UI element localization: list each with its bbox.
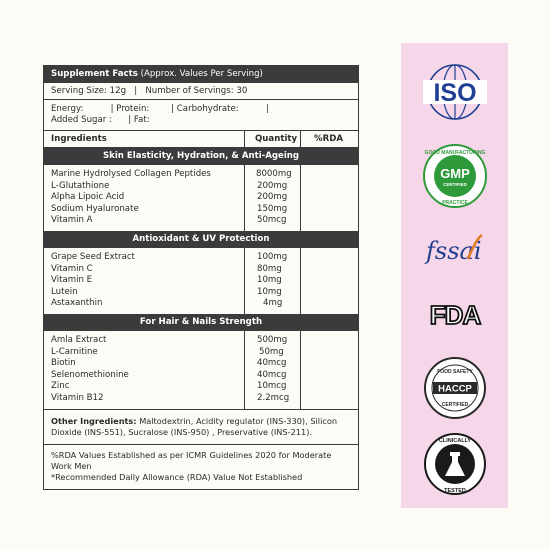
ingredient-name: Vitamin A (51, 215, 93, 226)
ingredient-qty: 4mg (263, 298, 283, 309)
ingredient-qty: 80mg (257, 263, 282, 274)
ingredient-qty: 40mcg (257, 369, 287, 380)
ingredient-name: Grape Seed Extract (51, 251, 135, 262)
fda-label: FDA (429, 300, 480, 329)
ingredient-name: Selenomethionine (51, 369, 129, 380)
ingredient-qty: 100mg (257, 251, 288, 262)
clinically-bottom-text: TESTED (443, 488, 466, 494)
gmp-top-text: GOOD MANUFACTURING (424, 150, 485, 156)
haccp-badge (401, 356, 508, 420)
ingredient-qty: 10mg (257, 286, 282, 297)
ingredient-qty: 50mcg (257, 215, 287, 226)
fssai-logo-icon (420, 229, 490, 269)
section-antioxidant (44, 248, 358, 314)
clinically-tested-badge (401, 432, 508, 496)
rda-cell (300, 165, 358, 231)
gmp-label: GMP (439, 166, 470, 181)
certifications-panel (401, 43, 508, 508)
section-skin (44, 165, 358, 231)
facts-title-bar (44, 66, 358, 83)
ingredient-name: Vitamin B12 (51, 392, 104, 403)
ingredient-name: Zinc (51, 381, 70, 392)
haccp-bottom-text: CERTIFIED (441, 402, 468, 408)
iso-badge (401, 63, 508, 121)
column-header-row (44, 131, 358, 148)
ingredient-qty: 2.2mcg (257, 392, 290, 403)
fda-logo-icon (425, 299, 485, 329)
ingredient-name: Biotin (51, 358, 76, 369)
ingredient-name: Alpha Lipoic Acid (51, 192, 125, 203)
ingredient-name: Sodium Hyaluronate (51, 203, 139, 214)
clinically-top-text: CLINICALLY (438, 438, 471, 444)
ingredient-qty: 10mcg (257, 381, 287, 392)
section-title-antioxidant: Antioxidant & UV Protection (44, 231, 358, 248)
facts-title-note: (Approx. Values Per Serving) (137, 69, 263, 79)
ingredient-name: Astaxanthin (51, 298, 103, 309)
ingredient-name: Vitamin E (51, 275, 93, 286)
col-rda: %RDA (300, 131, 358, 147)
ingredient-name: Lutein (51, 286, 78, 297)
fssai-label: fssai (425, 237, 481, 265)
iso-globe-icon (422, 63, 488, 121)
ingredient-qty: 40mcg (257, 358, 287, 369)
serving-line: Serving Size: 12g | Number of Servings: 30 (44, 83, 358, 100)
col-quantity: Quantity (244, 131, 300, 147)
section-hair (44, 331, 358, 409)
nutrition-line (44, 100, 358, 131)
section-title-skin: Skin Elasticity, Hydration, & Anti-Ageing (44, 148, 358, 165)
fssai-badge (401, 229, 508, 269)
iso-label: ISO (432, 79, 477, 107)
facts-title: Supplement Facts (51, 69, 138, 79)
ingredient-qty: 500mg (257, 334, 288, 345)
ingredient-name: L-Carnitine (51, 346, 98, 357)
other-ingredients-text: Maltodextrin, Acidity regulator (INS-330), Silicon Dioxide (INS-551), Sucralose (INS-950) , Preservative (INS-211). (51, 415, 338, 437)
rda-note-2: *Recommended Daily Allowance (RDA) Value Not Established (51, 471, 303, 482)
haccp-top-text: FOOD SAFETY (436, 369, 473, 375)
col-ingredients: Ingredients (51, 134, 107, 144)
ingredient-name: Marine Hydrolysed Collagen Peptides (51, 169, 211, 179)
ingredient-qty: 200mg (257, 180, 288, 191)
energy-line-2: Added Sugar : | Fat: (51, 115, 150, 125)
ingredient-name: Amla Extract (51, 334, 107, 345)
ingredient-qty: 150mg (257, 203, 288, 214)
gmp-bottom-text: PRACTICE (441, 200, 468, 206)
fda-badge (401, 299, 508, 329)
other-ingredients-label: Other Ingredients: (51, 415, 137, 426)
ingredient-qty: 10mg (257, 275, 282, 286)
energy-line-1: Energy: | Protein: | Carbohydrate: | (51, 104, 269, 114)
clinically-tested-seal-icon (423, 432, 487, 496)
ingredient-qty: 8000mg (256, 169, 292, 179)
haccp-seal-icon (423, 356, 487, 420)
supplement-facts-panel (43, 65, 359, 490)
other-ingredients (44, 409, 358, 444)
section-title-hair: For Hair & Nails Strength (44, 314, 358, 331)
ingredient-qty: 50mg (259, 346, 284, 357)
rda-cell (300, 248, 358, 314)
rda-notes (44, 444, 358, 489)
gmp-sub-text: CERTIFIED (442, 182, 467, 187)
rda-note-1: %RDA Values Established as per ICMR Guidelines 2020 for Moderate Work Men (51, 449, 332, 471)
ingredient-name: L-Glutathione (51, 180, 110, 191)
haccp-label: HACCP (437, 383, 472, 395)
ingredient-qty: 200mg (257, 192, 288, 203)
ingredient-name: Vitamin C (51, 263, 93, 274)
gmp-seal-icon (422, 143, 488, 209)
rda-cell (300, 331, 358, 409)
gmp-badge (401, 143, 508, 209)
